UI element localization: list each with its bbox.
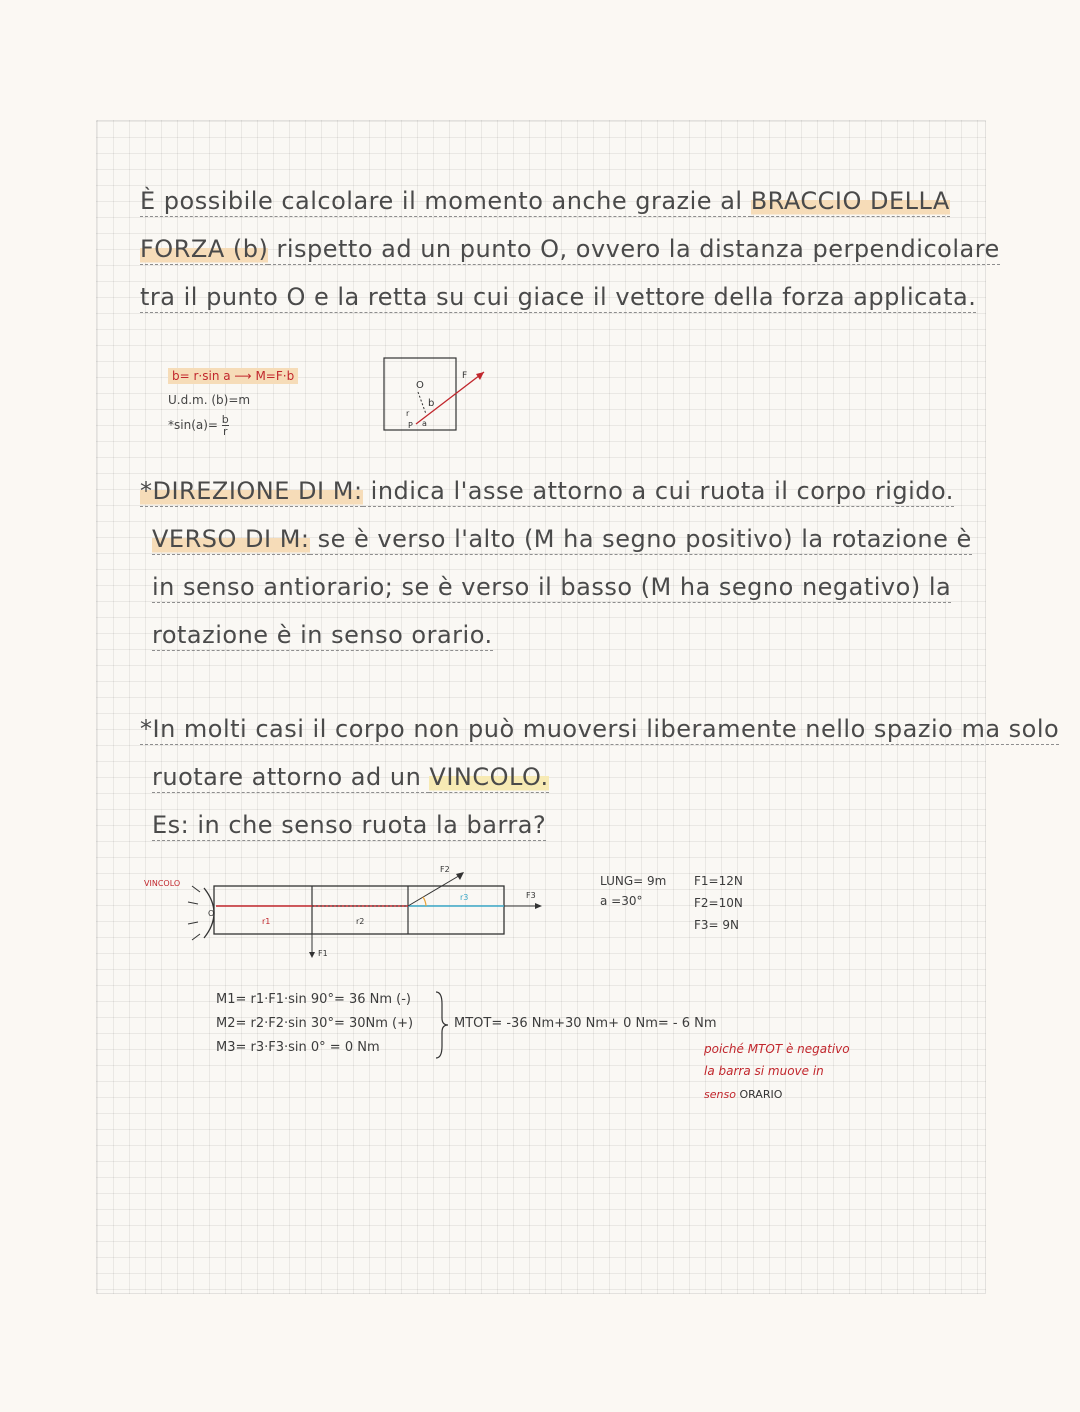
para2-line3 (152, 572, 951, 602)
vincolo-label: VINCOLO (144, 879, 181, 888)
label-o: O (416, 380, 424, 391)
label-r: r (406, 409, 410, 418)
formula-b-text: b= r·sin a (172, 369, 231, 383)
formula-udm: U.d.m. (b)=m (168, 393, 251, 407)
para1-line1-text: È possibile calcolare il momento anche grazie al (140, 187, 751, 215)
para2-line1-text: indica l'asse attorno a cui ruota il corpo rigido. (362, 477, 954, 505)
formula-sin-text: *sin(a)= (168, 418, 218, 432)
conclusion-senso: senso (704, 1088, 740, 1101)
moment-total: MTOT= -36 Nm+30 Nm+ 0 Nm= - 6 Nm (454, 1016, 717, 1031)
f1-label: F1 (318, 949, 328, 958)
para3-line2 (152, 762, 549, 792)
moment-2: M2= r2·F2·sin 30°= 30Nm (+) (216, 1016, 414, 1031)
conclusion-line2: la barra si muove in (704, 1064, 824, 1078)
para1-line2-text: rispetto ad un punto O, ovvero la distanza perpendicolare (268, 235, 1000, 263)
label-f: F (462, 371, 468, 381)
label-a: a (422, 419, 427, 428)
para2-line2-text: se è verso l'alto (M ha segno positivo) la rotazione è (309, 525, 972, 553)
para1-line3 (140, 282, 976, 312)
para3-line1-text: *In molti casi il corpo non può muoversi liberamente nello spazio ma solo (140, 715, 1060, 743)
para1-line3-text: tra il punto O e la retta su cui giace il vettore della forza applicata. (140, 283, 977, 311)
arrow-icon: ⟶ (234, 369, 252, 383)
formula-sin-den: r (223, 425, 228, 438)
para1-line2 (140, 234, 1000, 264)
para3-line3 (152, 810, 546, 840)
verso-highlight: VERSO DI M: (152, 525, 310, 553)
given-angle: a =30° (600, 894, 643, 908)
bar-diagram (140, 856, 560, 966)
formula-m-text: M=F·b (255, 369, 295, 383)
label-p: P (408, 421, 413, 430)
given-f2: F2=10N (694, 896, 743, 910)
para3-line3-text: Es: in che senso ruota la barra? (152, 811, 547, 839)
para1-line1 (140, 186, 950, 216)
direzione-highlight: *DIREZIONE DI M: (140, 477, 363, 505)
vincolo-highlight: VINCOLO. (429, 763, 549, 791)
r1-label: r1 (262, 917, 271, 926)
conclusion-line3 (704, 1088, 782, 1101)
f3-label: F3 (526, 891, 536, 900)
conclusion-line1: poiché MTOT è negativo (704, 1042, 850, 1056)
square-diagram (380, 356, 500, 436)
orario-word: ORARIO (739, 1088, 783, 1101)
r2-label: r2 (356, 917, 365, 926)
para3-line2-text: ruotare attorno ad un (152, 763, 430, 791)
f2-label: F2 (440, 865, 450, 874)
braccio-highlight: BRACCIO DELLA (750, 187, 950, 215)
label-b: b (428, 398, 435, 409)
curly-brace (430, 990, 450, 1060)
para2-line4 (152, 620, 493, 650)
forza-highlight: FORZA (b) (140, 235, 269, 263)
para3-line1 (140, 714, 1059, 744)
moment-3: M3= r3·F3·sin 0° = 0 Nm (216, 1040, 380, 1055)
formula-sin (168, 414, 229, 437)
moment-1: M1= r1·F1·sin 90°= 36 Nm (-) (216, 992, 411, 1007)
hinge-o-label: O (208, 909, 215, 918)
para2-line1 (140, 476, 954, 506)
para2-line3-text: in senso antiorario; se è verso il basso (M ha segno negativo) la (152, 573, 952, 601)
given-lung: LUNG= 9m (600, 874, 667, 888)
formula-sin-num: b (221, 413, 229, 426)
formula-b (168, 368, 298, 384)
para2-line2 (152, 524, 972, 554)
given-f1: F1=12N (694, 874, 743, 888)
para2-line4-text: rotazione è in senso orario. (152, 621, 493, 649)
given-f3: F3= 9N (694, 918, 740, 932)
r3-label: r3 (460, 893, 469, 902)
